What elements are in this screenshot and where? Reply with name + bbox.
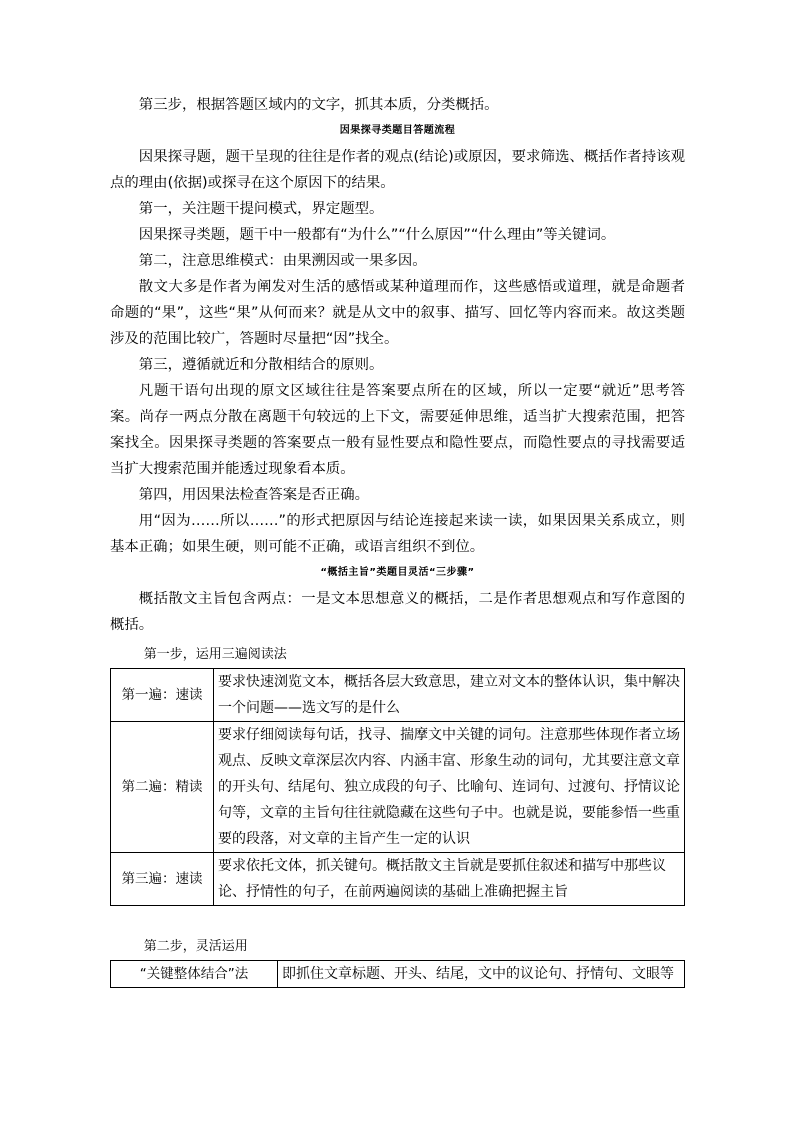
section1-heading: 因果探寻类题目答题流程 bbox=[339, 125, 456, 136]
table-row bbox=[111, 722, 685, 853]
table-key-cell: 第二遍：精读 bbox=[111, 722, 214, 853]
table-key-cell: “关键整体结合”法 bbox=[111, 961, 278, 988]
table-value-cell: 要求快速浏览文本，概括各层大致意思，建立对文本的整体认识，集中解决一个问题——选文写的是什么 bbox=[214, 669, 685, 722]
s2-paragraph: 概括散文主旨包含两点：一是文本思想意义的概括，二是作者思想观点和写作意图的概括。 bbox=[110, 591, 685, 633]
s1-paragraph-5: 散文大多是作者为阐发对生活的感悟或某种道理而作，这些感悟或道理，就是命题者命题的“果”，这些“果”从何而来？就是从文中的叙事、描写、回忆等内容而来。故这类题涉及的范围比较广，答题时尽量把“因”找全。 bbox=[110, 279, 685, 347]
s1-paragraph-8: 第四，用因果法检查答案是否正确。 bbox=[138, 487, 370, 503]
table-row bbox=[111, 853, 685, 906]
s1-paragraph-6: 第三，遵循就近和分散相结合的原则。 bbox=[138, 357, 384, 373]
s1-paragraph-3: 因果探寻类题，题干中一般都有“为什么”“什么原因”“什么理由”等关键词。 bbox=[138, 227, 616, 243]
spacer bbox=[110, 906, 685, 930]
s1-paragraph-9: 用“因为……所以……”的形式把原因与结论连接起来读一读，如果因果关系成立，则基本正确；如果生硬，则可能不正确，或语言组织不到位。 bbox=[110, 513, 685, 555]
table-value-cell: 要求仔细阅读每句话，找寻、揣摩文中关键的词句。注意那些体现作者立场观点、反映文章深层次内容、内涵丰富、形象生动的词句，尤其要注意文章的开头句、结尾句、独立成段的句子、比喻句、连词句、过渡句、抒情议论句等，文章的主旨句往往就隐藏在这些句子中。也就是说，要能参悟一些重要的段落，对文章的主旨产生一定的认识 bbox=[214, 722, 685, 853]
table-value-cell: 即抓住文章标题、开头、结尾，文中的议论句、抒情句、文眼等 bbox=[278, 961, 685, 988]
section2-heading: “概括主旨”类题目灵活“三步骤” bbox=[320, 567, 475, 578]
table-row bbox=[111, 961, 685, 988]
s1-paragraph-2: 第一，关注题干提问模式，界定题型。 bbox=[138, 201, 384, 217]
table-key-cell: 第一遍：速读 bbox=[111, 669, 214, 722]
s1-paragraph-1: 因果探寻题，题干呈现的往往是作者的观点(结论)或原因，要求筛选、概括作者持该观点的理由(依据)或探寻在这个原因下的结果。 bbox=[110, 149, 685, 191]
document-page bbox=[110, 92, 685, 988]
reading-method-table bbox=[110, 668, 685, 906]
step1-label: 第一步，运用三遍阅读法 bbox=[143, 647, 287, 662]
table-row bbox=[111, 669, 685, 722]
step2-label: 第二步，灵活运用 bbox=[143, 939, 248, 954]
s1-paragraph-7: 凡题干语句出现的原文区域往往是答案要点所在的区域，所以一定要“就近”思考答案。尚存一两点分散在离题干句较远的上下文，需要延伸思维，适当扩大搜索范围，把答案找全。因果探寻类题的答案要点一般有显性要点和隐性要点，而隐性要点的寻找需要适当扩大搜索范围并能透过现象看本质。 bbox=[110, 383, 685, 477]
intro-step3: 第三步，根据答题区域内的文字，抓其本质，分类概括。 bbox=[138, 97, 499, 113]
flexible-method-table bbox=[110, 960, 685, 988]
table-key-cell: 第三遍：速读 bbox=[111, 853, 214, 906]
table-value-cell: 要求依托文体，抓关键句。概括散文主旨就是要抓住叙述和描写中那些议论、抒情性的句子，在前两遍阅读的基础上准确把握主旨 bbox=[214, 853, 685, 906]
s1-paragraph-4: 第二，注意思维模式：由果溯因或一果多因。 bbox=[138, 253, 427, 269]
